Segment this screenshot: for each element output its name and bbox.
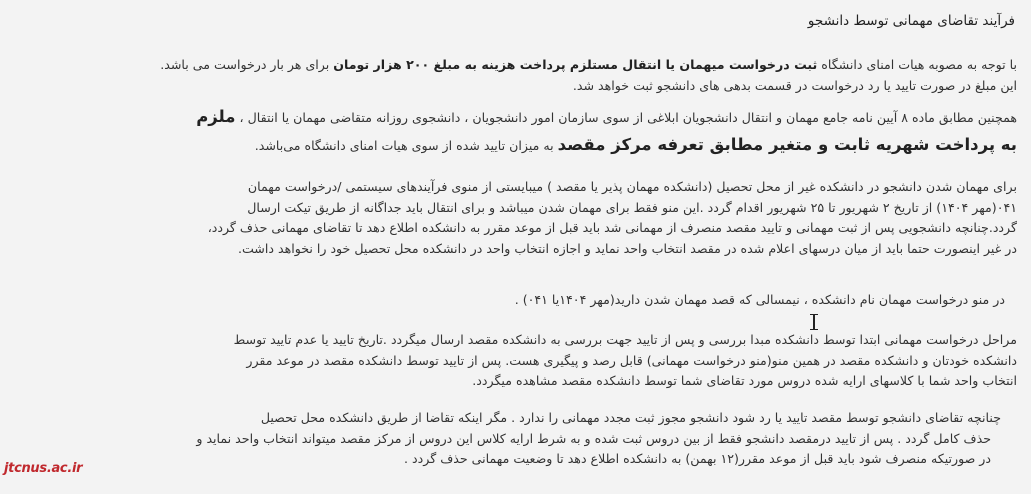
text-segment: با توجه به مصوبه هیات امنای دانشگاه [817, 57, 1017, 72]
text-segment: برای هر بار درخواست می باشد. [160, 57, 334, 72]
paragraph-line: گردد.چنانچه دانشجویی پس از ثبت مهمانی و تایید مقصد منصرف از مهمانی شد باید قبل از موعد مقرر به دانشکده اطلاع دهد تا تقاضای مهمانی حذف گردد، [207, 220, 1017, 235]
paragraph-tuition-line-2 [10, 131, 1017, 159]
paragraph-line: حذف کامل گردد . پس از تایید درمقصد دانشجو فقط از بین دروس ثبت شده و به شرط ارایه کلاس این دروس از مرکز مقصد میتواند انتخاب واحد نماید و [196, 430, 991, 446]
paragraph-line: چنانچه تقاضای دانشجو توسط مقصد تایید یا رد شود دانشجو مجوز ثبت مجدد مهمانی را ندارد . مگر اینکه تقاضا از طریق دانشکده محل تحصیل [260, 410, 1001, 425]
paragraph-tuition-line-1 [10, 103, 1017, 131]
paragraph-line: دانشکده خودتان و دانشکده مقصد در همین منو(منو درخواست مهمانی) قابل رصد و پیگیری هست. پس از تایید توسط دانشکده مقصد در موعد مقرر [246, 352, 1017, 368]
text-segment: همچنین مطابق ماده ۸ آیین نامه جامع مهمان و انتقال دانشجویان ابلاغی از سوی سازمان امور دانشجویان ، دانشجوی روزانه متقاضی مهمان یا انتقال ، [235, 110, 1017, 125]
paragraph-steps [10, 330, 1017, 392]
bold-segment: ثبت درخواست میهمان یا انتقال مستلزم پرداخت هزینه به مبلغ ۲۰۰ هزار تومان [333, 57, 818, 72]
paragraph-line: در صورتیکه منصرف شود باید قبل از موعد مقرر(۱۲ بهمن) به دانشکده اطلاع دهد تا وضعیت مهمانی حذف گردد . [404, 451, 991, 466]
paragraph-line: در غیر اینصورت حتما باید از میان درسهای اعلام شده در مقصد انتخاب واحد نماید و اجازه انتخاب واحد در دانشکده محل تحصیل خود را نخواهد داشت. [237, 240, 1017, 256]
page-title: فرآیند تقاضای مهمانی توسط دانشجو [807, 13, 1015, 29]
text-segment: به میزان تایید شده از سوی هیات امنای دانشگاه می‌باشد. [254, 138, 558, 153]
site-watermark: jtcnus.ac.ir [4, 461, 83, 476]
paragraph-menu [10, 290, 1005, 311]
paragraph-line: در منو درخواست مهمان نام دانشکده ، نیمسالی که قصد مهمان شدن دارید(مهر ۱۴۰۴یا ۰۴۱) . [514, 292, 1005, 307]
paragraph-line: انتخاب واحد شما با کلاسهای ارایه شده دروس مورد تقاضای شما توسط دانشکده مقصد مشاهده میگردد. [472, 373, 1017, 388]
paragraph-guest-process [10, 177, 1017, 259]
paragraph-line: برای مهمان شدن دانشجو در دانشکده غیر از محل تحصیل (دانشکده مهمان پذیر یا مقصد ) میبایستی از منوی فرآیندهای سیستمی /درخواست مهمان [247, 179, 1017, 194]
text-cursor-icon [810, 314, 818, 330]
bold-segment: ملزم [196, 107, 236, 126]
paragraph-fee-line-2: این مبلغ در صورت تایید یا رد درخواست در قسمت بدهی های دانشجو ثبت خواهد شد. [572, 77, 1017, 93]
paragraph-rejection [10, 408, 1001, 470]
paragraph-fee-line-1 [10, 55, 1017, 76]
bold-segment: به پرداخت شهریه ثابت و متغیر مطابق تعرفه مرکز مقصد [557, 135, 1017, 154]
paragraph-fee [10, 55, 1017, 96]
paragraph-line: مراحل درخواست مهمانی ابتدا توسط دانشکده مبدا بررسی و پس از تایید جهت بررسی به دانشکده مقصد ارسال میگردد .تاریخ تایید یا عدم تایید توسط [233, 332, 1017, 347]
paragraph-tuition [10, 103, 1017, 159]
paragraph-line: ۰۴۱(مهر ۱۴۰۴) از تاریخ ۲ شهریور تا ۲۵ شهریور اقدام گردد .این منو فقط برای مهمان شدن میباشد و برای انتقال باید جداگانه از طریق تیکت ارسال [247, 199, 1017, 215]
